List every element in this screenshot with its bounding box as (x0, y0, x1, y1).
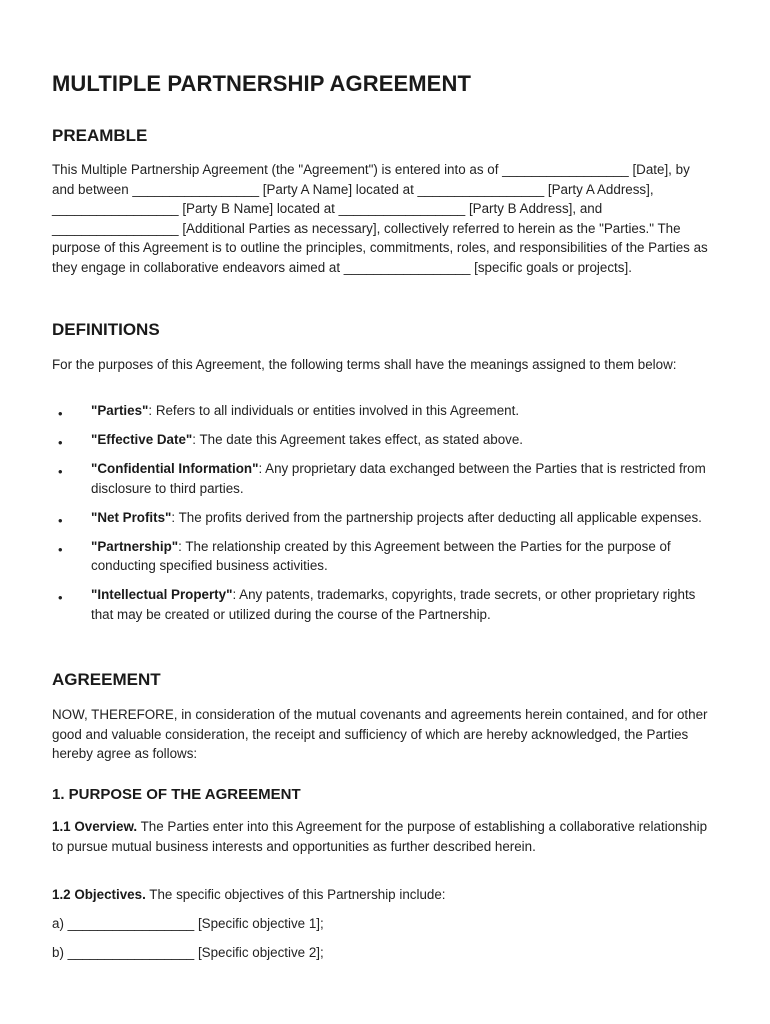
section-1-1-paragraph (52, 817, 712, 856)
section-1-heading: 1. PURPOSE OF THE AGREEMENT (52, 786, 301, 803)
definition-text: : Refers to all individuals or entities involved in this Agreement. (148, 403, 520, 418)
definition-text: : The relationship created by this Agreement between the Parties for the purpose of conducting specified business activities. (91, 538, 671, 573)
section-1-1-text: The Parties enter into this Agreement for the purpose of establishing a collaborative relationship to pursue mutual business interests and opportunities as further described herein. (52, 819, 708, 854)
definitions-list (52, 401, 712, 634)
bullet-icon: • (58, 590, 63, 605)
definitions-heading: DEFINITIONS (52, 320, 160, 339)
preamble-heading: PREAMBLE (52, 126, 148, 145)
bullet-icon: • (58, 406, 63, 421)
definition-text: : The date this Agreement takes effect, as stated above. (192, 432, 524, 447)
preamble-text: This Multiple Partnership Agreement (the "Agreement") is entered into as of _________________ [Date], by and between _________________ [Party A Name] located at _________________ [Party A Address], _________________ [Party B Name] located at _________________ [Party B Address], and _________________ [Additional Parties as necessary], collectively referred to herein as the "Parties." The purpose of this Agreement is to outline the principles, commitments, roles, and responsibilities of the Parties as they engage in collaborative endeavors aimed at _________________ [specific goals or projects]. (52, 162, 708, 275)
section-1-2-label: 1.2 Objectives. (52, 887, 146, 902)
definition-item (52, 459, 712, 498)
objective-a: a) _________________ [Specific objective 1]; (52, 916, 324, 931)
document-title: MULTIPLE PARTNERSHIP AGREEMENT (52, 71, 471, 96)
agreement-text: NOW, THEREFORE, in consideration of the mutual covenants and agreements herein contained, and for other good and valuable consideration, the receipt and sufficiency of which are hereby acknowledged, the Parties hereby agree as follows: (52, 707, 708, 761)
definition-term: "Partnership" (91, 538, 179, 554)
definition-term: "Intellectual Property" (91, 587, 233, 602)
definition-item (52, 508, 712, 528)
definition-term: "Net Profits" (91, 509, 172, 525)
definition-item (52, 430, 712, 450)
definition-item (52, 401, 712, 421)
bullet-icon: • (58, 435, 63, 450)
definition-item (52, 585, 712, 624)
definition-item (52, 537, 712, 576)
bullet-icon: • (58, 541, 63, 557)
bullet-icon: • (58, 464, 63, 479)
definitions-intro: For the purposes of this Agreement, the following terms shall have the meanings assigned to them below: (52, 357, 677, 372)
section-1-2-paragraph (52, 885, 712, 905)
objective-b: b) _________________ [Specific objective 2]; (52, 945, 324, 960)
definition-term: "Parties" (91, 403, 149, 418)
definition-text: : Any patents, trademarks, copyrights, trade secrets, or other proprietary rights that may be created or utilized during the course of the Partnership. (91, 587, 696, 622)
section-1-1-label: 1.1 Overview. (52, 819, 138, 834)
definition-text: : The profits derived from the partnership projects after deducting all applicable expenses. (171, 509, 702, 525)
definition-term: "Effective Date" (91, 432, 193, 447)
bullet-icon: • (58, 512, 63, 528)
section-1-2-text: The specific objectives of this Partnership include: (145, 887, 446, 902)
definition-term: "Confidential Information" (91, 461, 259, 476)
agreement-heading: AGREEMENT (52, 670, 161, 689)
definition-text: : Any proprietary data exchanged between the Parties that is restricted from disclosure to third parties. (91, 461, 706, 496)
